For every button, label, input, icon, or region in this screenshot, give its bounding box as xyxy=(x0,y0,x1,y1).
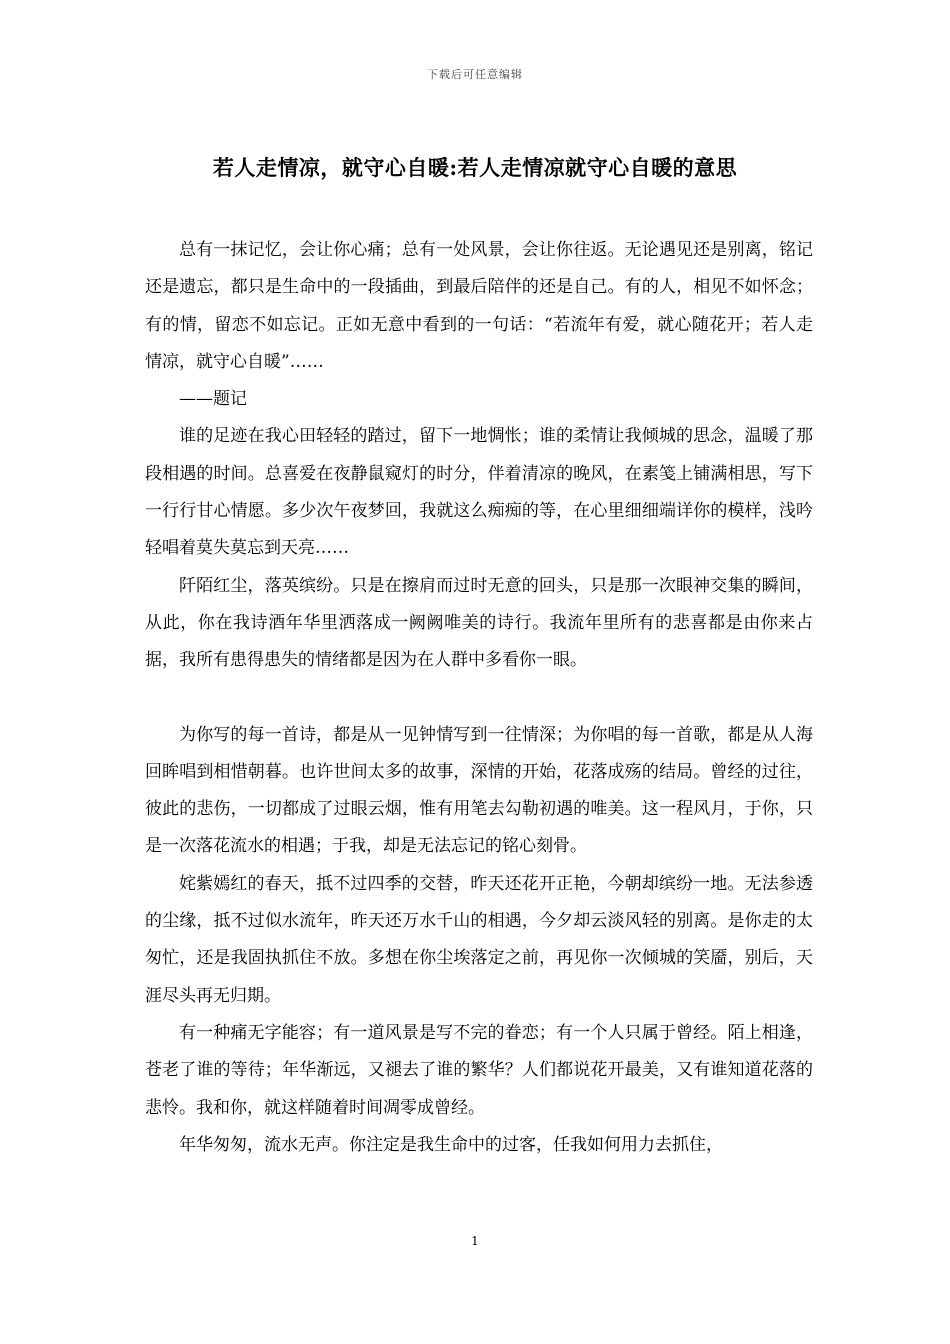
document-title: 若人走情凉，就守心自暖:若人走情凉就守心自暖的意思 xyxy=(212,155,738,180)
paragraph: 谁的足迹在我心田轻轻的踏过，留下一地惆怅；谁的柔情让我倾城的思念，温暖了那段相遇的时间。总喜爱在夜静鼠窥灯的时分，伴着清凉的晚风，在素笺上铺满相思，写下一行行甘心情愿。多少次午夜梦回，我就这么痴痴的等，在心里细细端详你的模样，浅吟轻唱着莫失莫忘到天亮…… xyxy=(145,426,813,559)
page-number: 1 xyxy=(471,1234,479,1248)
page-header: 下载后可任意编辑 xyxy=(427,68,523,81)
paragraph: 姹紫嫣红的春天，抵不过四季的交替，昨天还花开正艳，今朝却缤纷一地。无法参透的尘缘，抵不过似水流年，昨天还万水千山的相遇，今夕却云淡风轻的别离。是你走的太匆忙，还是我固执抓住不放。多想在你尘埃落定之前，再见你一次倾城的笑靥，别后，天涯尽头再无归期。 xyxy=(145,873,813,1006)
paragraph: 阡陌红尘，落英缤纷。只是在擦肩而过时无意的回头，只是那一次眼神交集的瞬间，从此，你在我诗酒年华里洒落成一阙阙唯美的诗行。我流年里所有的悲喜都是由你来占据，我所有患得患失的情绪都是因为在人群中多看你一眼。 xyxy=(145,575,813,671)
paragraph: 为你写的每一首诗，都是从一见钟情写到一往情深；为你唱的每一首歌，都是从人海回眸唱到相惜朝暮。也许世间太多的故事，深情的开始，花落成殇的结局。曾经的过往，彼此的悲伤，一切都成了过眼云烟，惟有用笔去勾勒初遇的唯美。这一程风月，于你，只是一次落花流水的相遇；于我，却是无法忘记的铭心刻骨。 xyxy=(145,724,813,857)
paragraph: 有一种痛无字能容；有一道风景是写不完的眷恋；有一个人只属于曾经。陌上相逢，苍老了谁的等待；年华渐远，又褪去了谁的繁华？人们都说花开最美，又有谁知道花落的悲怜。我和你，就这样随着时间凋零成曾经。 xyxy=(145,1022,813,1118)
paragraph: 年华匆匆，流水无声。你注定是我生命中的过客，任我如何用力去抓住， xyxy=(179,1134,723,1155)
paragraph-intro: 总有一抹记忆，会让你心痛；总有一处风景，会让你往返。无论遇见还是别离，铭记还是遗忘，都只是生命中的一段插曲，到最后陪伴的还是自己。有的人，相见不如怀念；有的情，留恋不如忘记。正如无意中看到的一句话：“若流年有爱，就心随花开；若人走情凉，就守心自暖”…… xyxy=(145,240,813,372)
paragraph-epigraph-attribution: ——题记 xyxy=(179,389,247,410)
document-body xyxy=(145,232,813,1164)
